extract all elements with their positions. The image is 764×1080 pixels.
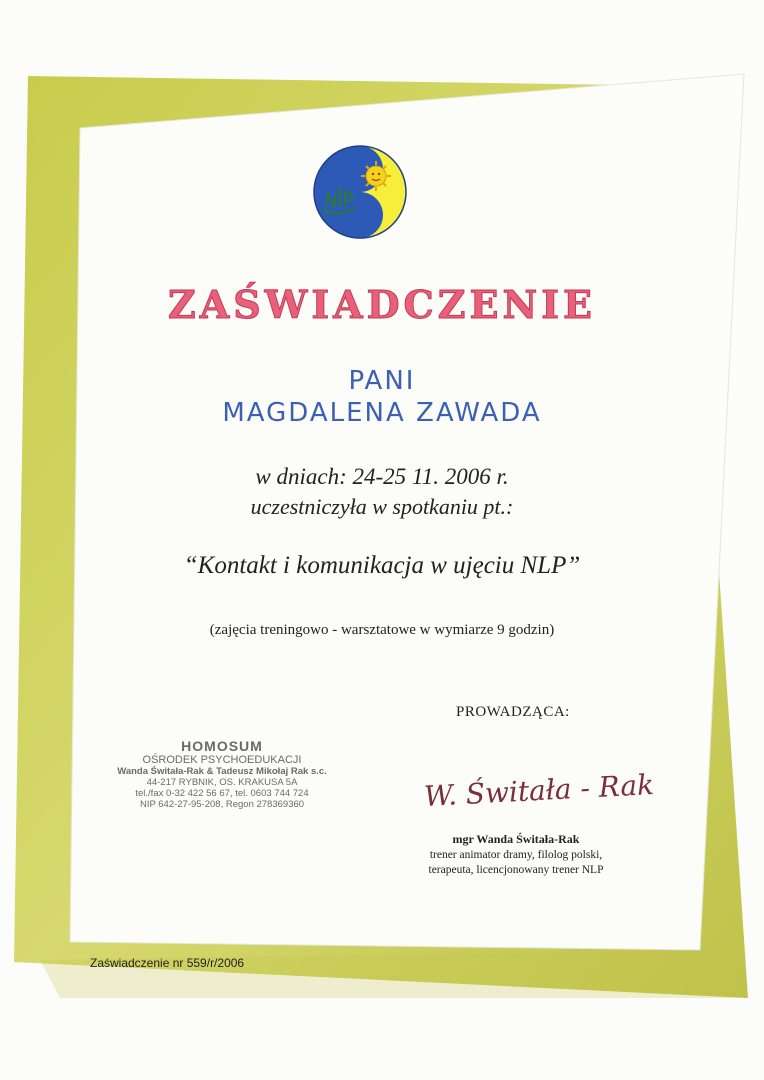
instructor-label: PROWADZĄCA:: [456, 704, 570, 720]
yin-yang-logo-icon: [312, 144, 408, 240]
stamp-phone: tel./fax 0-32 422 56 67, tel. 0603 744 724: [135, 788, 309, 799]
certificate-title: ZAŚWIADCZENIE: [168, 282, 596, 327]
stamp-org-type: OŚRODEK PSYCHOEDUKACJI: [142, 754, 302, 766]
instructor-desc-line1: trener animator dramy, filolog polski,: [429, 849, 603, 861]
dates-line: w dniach: 24-25 11. 2006 r.: [255, 464, 509, 489]
honorific: PANI: [348, 366, 416, 396]
instructor-desc-line2: terapeuta, licencjonowany trener NLP: [428, 864, 604, 876]
stamp-owners: Wanda Świtała-Rak & Tadeusz Mikołaj Rak s.c.: [117, 766, 327, 777]
recipient-name: MAGDALENA ZAWADA: [222, 398, 542, 428]
training-note: (zajęcia treningowo - warsztatowe w wymiarze 9 godzin): [209, 622, 555, 638]
instructor-name: mgr Wanda Świtała-Rak: [452, 832, 580, 846]
stamp-address: 44-217 RYBNIK, OS. KRAKUSA 5A: [146, 777, 298, 788]
certificate-number: Zaświadczenie nr 559/r/2006: [90, 956, 245, 970]
stamp-org-name: HOMOSUM: [181, 738, 263, 754]
organization-stamp: [92, 738, 352, 810]
event-title: “Kontakt i komunikacja w ujęciu NLP”: [183, 552, 581, 579]
participation-line: uczestniczyła w spotkaniu pt.:: [250, 494, 514, 519]
signature: W. Świtała - Rak: [423, 767, 655, 814]
stamp-tax-ids: NIP 642-27-95-208, Regon 278369360: [139, 799, 305, 810]
